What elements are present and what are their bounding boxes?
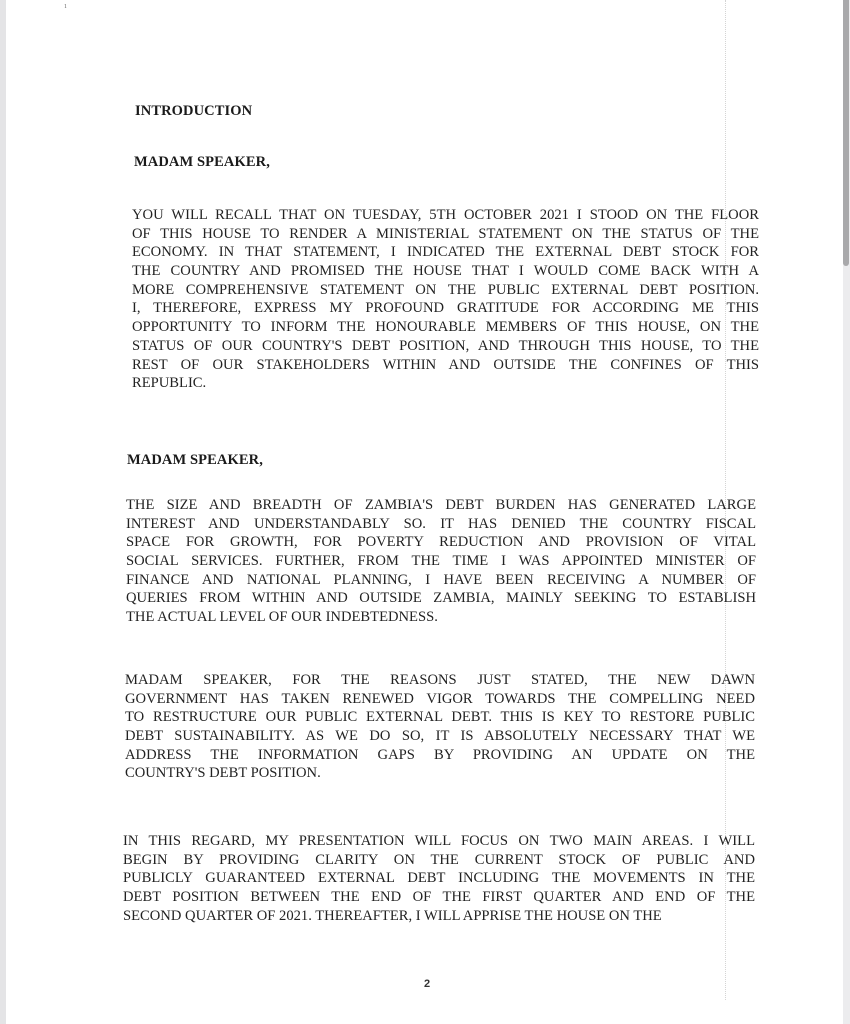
paragraph-line: REPUBLIC.: [132, 375, 207, 392]
paragraph-line: SOCIAL SERVICES. FURTHER, FROM THE TIME I WAS APPOINTED MINISTER OF: [126, 553, 756, 570]
paragraph-recall-statement: [132, 206, 759, 393]
paragraph-line: QUERIES FROM WITHIN AND OUTSIDE ZAMBIA, MAINLY SEEKING TO ESTABLISH: [126, 590, 756, 607]
paragraph-line: THE COUNTRY AND PROMISED THE HOUSE THAT I WOULD COME BACK WITH A: [132, 263, 759, 280]
section-heading-introduction: INTRODUCTION: [135, 103, 253, 119]
paragraph-presentation-focus: [123, 832, 755, 925]
vertical-scrollbar[interactable]: [843, 0, 850, 1024]
paragraph-line: IN THIS REGARD, MY PRESENTATION WILL FOCUS ON TWO MAIN AREAS. I WILL: [123, 833, 755, 849]
paragraph-line: DEBT POSITION BETWEEN THE END OF THE FIRST QUARTER AND END OF THE: [123, 889, 755, 906]
paragraph-line: COUNTRY'S DEBT POSITION.: [125, 765, 321, 782]
salutation-madam-speaker-1: MADAM SPEAKER,: [134, 154, 270, 170]
paragraph-line: YOU WILL RECALL THAT ON TUESDAY, 5TH OCTOBER 2021 I STOOD ON THE FLOOR: [132, 207, 759, 223]
paragraph-line: DEBT SUSTAINABILITY. AS WE DO SO, IT IS ABSOLUTELY NECESSARY THAT WE: [125, 728, 755, 745]
paragraph-line: MADAM SPEAKER, FOR THE REASONS JUST STATED, THE NEW DAWN: [125, 672, 755, 688]
paragraph-line: OF THIS HOUSE TO RENDER A MINISTERIAL STATEMENT ON THE STATUS OF THE: [132, 225, 759, 242]
document-page: [6, 0, 843, 1024]
paragraph-line: ADDRESS THE INFORMATION GAPS BY PROVIDING AN UPDATE ON THE: [125, 746, 755, 763]
paragraph-line: TO RESTRUCTURE OUR PUBLIC EXTERNAL DEBT. THIS IS KEY TO RESTORE PUBLIC: [125, 709, 755, 726]
paragraph-new-dawn-government: [125, 671, 755, 783]
paragraph-debt-burden: [126, 496, 756, 627]
paragraph-line: PUBLICLY GUARANTEED EXTERNAL DEBT INCLUDING THE MOVEMENTS IN THE: [123, 870, 755, 887]
paragraph-line: THE SIZE AND BREADTH OF ZAMBIA'S DEBT BURDEN HAS GENERATED LARGE: [126, 497, 756, 513]
paragraph-line: GOVERNMENT HAS TAKEN RENEWED VIGOR TOWARDS THE COMPELLING NEED: [125, 690, 755, 707]
paragraph-line: ECONOMY. IN THAT STATEMENT, I INDICATED THE EXTERNAL DEBT STOCK FOR: [132, 244, 759, 261]
paragraph-line: STATUS OF OUR COUNTRY'S DEBT POSITION, AND THROUGH THIS HOUSE, TO THE: [132, 337, 759, 354]
salutation-madam-speaker-2: MADAM SPEAKER,: [127, 452, 263, 468]
paragraph-line: BEGIN BY PROVIDING CLARITY ON THE CURRENT STOCK OF PUBLIC AND: [123, 851, 755, 868]
paragraph-line: REST OF OUR STAKEHOLDERS WITHIN AND OUTSIDE THE CONFINES OF THIS: [132, 356, 759, 373]
paragraph-line: THE ACTUAL LEVEL OF OUR INDEBTEDNESS.: [126, 609, 438, 626]
paragraph-line: I, THEREFORE, EXPRESS MY PROFOUND GRATITUDE FOR ACCORDING ME THIS: [132, 300, 759, 317]
paragraph-line: FINANCE AND NATIONAL PLANNING, I HAVE BEEN RECEIVING A NUMBER OF: [126, 571, 756, 588]
paragraph-line: SECOND QUARTER OF 2021. THEREAFTER, I WILL APPRISE THE HOUSE ON THE: [123, 907, 662, 924]
paragraph-line: SPACE FOR GROWTH, FOR POVERTY REDUCTION AND PROVISION OF VITAL: [126, 534, 756, 551]
paragraph-line: OPPORTUNITY TO INFORM THE HONOURABLE MEMBERS OF THIS HOUSE, ON THE: [132, 319, 759, 336]
corner-mark: 1: [64, 4, 67, 10]
paragraph-line: INTEREST AND UNDERSTANDABLY SO. IT HAS DENIED THE COUNTRY FISCAL: [126, 515, 756, 532]
page-number: 2: [424, 978, 431, 990]
scrollbar-thumb[interactable]: [843, 0, 849, 266]
paragraph-line: MORE COMPREHENSIVE STATEMENT ON THE PUBLIC EXTERNAL DEBT POSITION.: [132, 281, 759, 298]
